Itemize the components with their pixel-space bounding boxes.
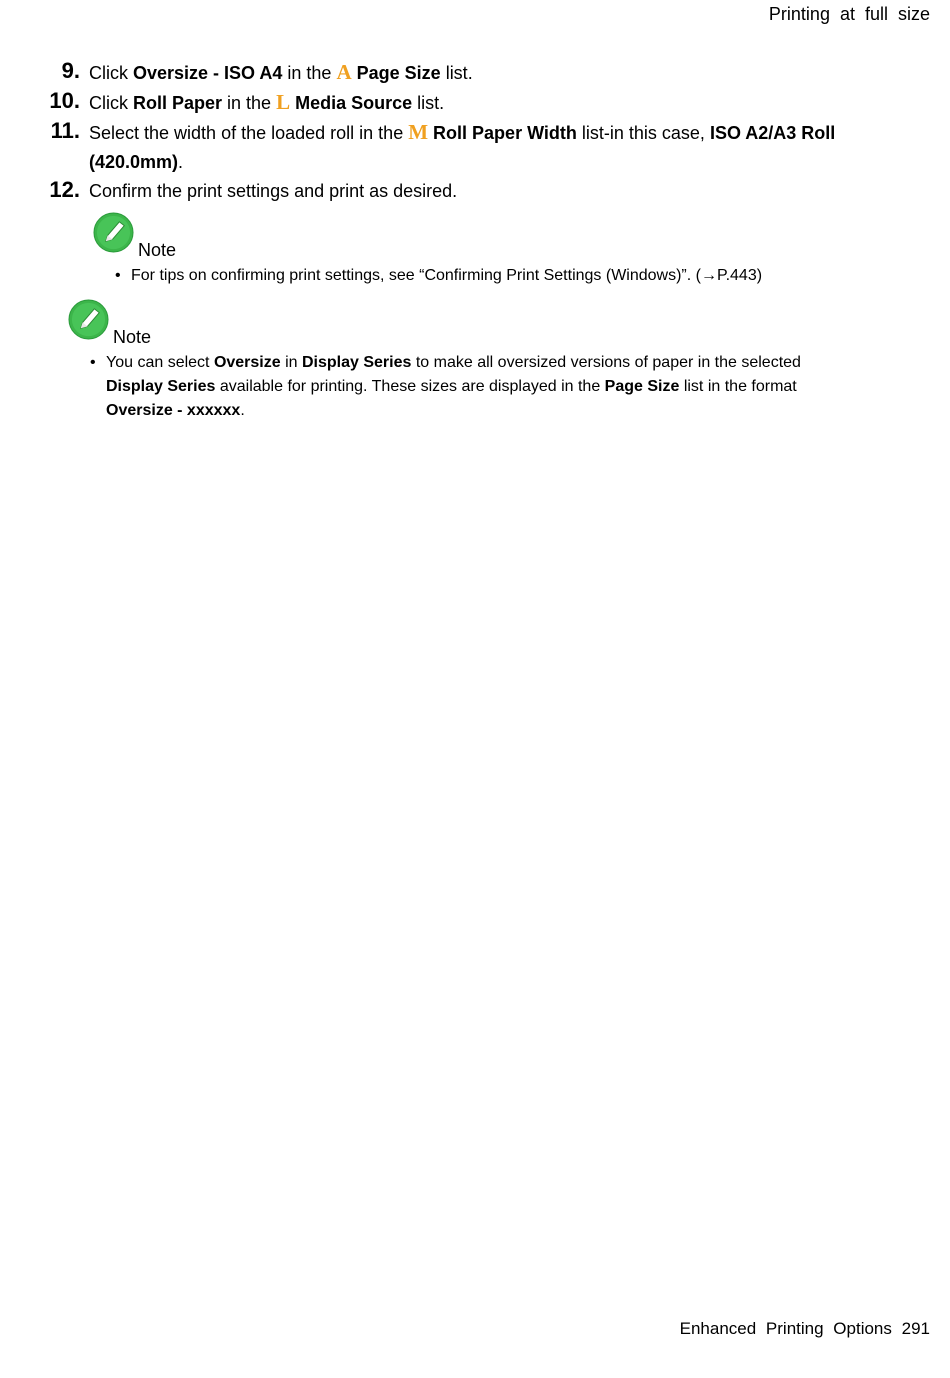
- step-text: .: [178, 152, 184, 172]
- callout-letter: L: [276, 90, 291, 114]
- step-12: [0, 177, 950, 206]
- note-term: Oversize: [213, 354, 281, 371]
- callout-letter: A: [336, 60, 352, 84]
- note-item: [93, 264, 893, 288]
- footer-section: Enhanced Printing Options: [679, 1319, 892, 1338]
- note-text: For tips on confirming print settings, see “Confirming Print Settings (Windows)”. (→P.443): [131, 267, 763, 284]
- note-term: Display Series: [302, 354, 412, 371]
- step-term: Page Size: [356, 63, 441, 83]
- note-text: .: [240, 402, 245, 419]
- note-term: Page Size: [604, 378, 680, 395]
- note-text: to make all oversized versions of paper in the selected: [411, 354, 801, 371]
- note-term: Oversize - xxxxxx: [106, 402, 241, 419]
- step-term: ISO A2/A3 Roll (420.0mm): [89, 123, 836, 172]
- page-footer: [680, 1319, 930, 1339]
- bullet: •: [90, 354, 96, 371]
- step-text: Confirm the print settings and print as desired.: [89, 181, 458, 201]
- page-number: 291: [901, 1319, 930, 1338]
- note-text: You can select: [106, 354, 214, 371]
- note-header: [93, 212, 893, 260]
- note-label: Note: [113, 327, 152, 347]
- step-number: 10.: [49, 88, 80, 113]
- step-list: [0, 58, 950, 206]
- pencil-note-icon: [93, 212, 134, 253]
- note-block-1: [93, 212, 893, 288]
- step-9: [0, 58, 950, 88]
- step-text: list.: [412, 93, 445, 113]
- note-term: Display Series: [106, 378, 216, 395]
- note-item: [68, 351, 861, 423]
- bullet: •: [115, 267, 121, 284]
- note-text: in: [280, 354, 302, 371]
- note-text: list in the format: [679, 378, 797, 395]
- step-number: 11.: [50, 118, 80, 143]
- step-text: list-in this case,: [576, 123, 710, 143]
- step-term: Roll Paper: [133, 93, 223, 113]
- note-header: [68, 299, 868, 347]
- step-text: Click: [89, 93, 133, 113]
- running-header: Printing at full size: [768, 4, 930, 24]
- note-block-2: [68, 299, 868, 423]
- callout-letter: M: [408, 120, 429, 144]
- step-number: 12.: [49, 177, 80, 202]
- step-term: Oversize - ISO A4: [133, 63, 283, 83]
- pencil-note-icon: [68, 299, 109, 340]
- note-label: Note: [138, 240, 177, 260]
- step-term: Media Source: [295, 93, 413, 113]
- step-term: Roll Paper Width: [433, 123, 577, 143]
- step-text: Select the width of the loaded roll in the: [89, 123, 409, 143]
- note-text: available for printing. These sizes are displayed in the: [215, 378, 605, 395]
- step-text: list.: [440, 63, 473, 83]
- step-11: [0, 118, 950, 177]
- step-text: in the: [222, 93, 277, 113]
- step-text: Click: [89, 63, 133, 83]
- step-text: in the: [282, 63, 337, 83]
- step-10: [0, 88, 950, 118]
- step-number: 9.: [61, 58, 80, 83]
